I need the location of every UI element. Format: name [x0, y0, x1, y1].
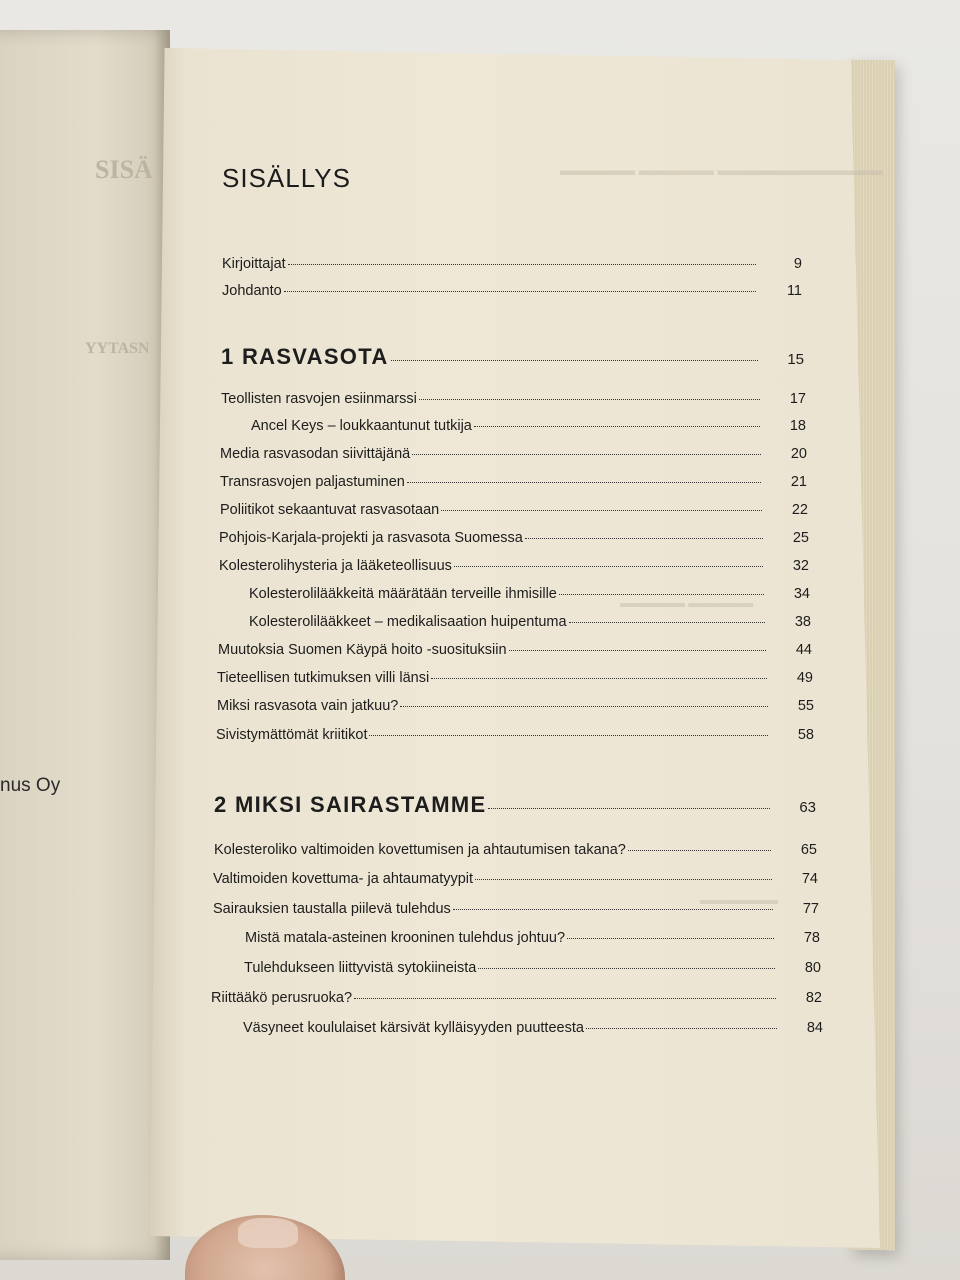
toc-page-number: 84 [806, 1020, 823, 1036]
toc-entry [221, 391, 806, 407]
toc-page-number: 55 [797, 698, 814, 714]
toc-entry-label: Sivistymättömät kriitikot [216, 727, 368, 743]
toc-entry [213, 871, 818, 887]
toc-page-number: 17 [789, 391, 806, 407]
toc-page-number: 25 [792, 530, 809, 546]
toc-entry-label: Poliitikot sekaantuvat rasvasotaan [220, 502, 440, 518]
toc-subentry [251, 418, 806, 434]
toc-entry [217, 670, 813, 686]
toc-entry [219, 558, 809, 574]
toc-entry-label: Valtimoiden kovettuma- ja ahtaumatyypit [213, 871, 474, 887]
leader-dots [478, 968, 775, 969]
toc-entry-label: Tulehdukseen liittyvistä sytokiineista [244, 960, 477, 976]
toc-page-number: 82 [805, 990, 822, 1006]
leader-dots [288, 264, 756, 265]
toc-entry [220, 446, 807, 462]
page-title: SISÄLLYS [222, 163, 351, 193]
toc-subentry [249, 614, 811, 630]
toc-entry-label: Ancel Keys – loukkaantunut tutkija [251, 418, 472, 434]
toc-entry [222, 283, 802, 299]
toc-page-number: 58 [797, 727, 814, 743]
leader-dots [412, 454, 761, 455]
toc-page-number: 78 [803, 930, 820, 946]
leader-dots [569, 622, 765, 623]
toc-subentry [249, 586, 810, 602]
toc-subentry [243, 1020, 823, 1036]
leader-dots [474, 426, 760, 427]
show-through-heading: ▬▬▬▬▬ ▬▬▬▬▬ ▬▬▬▬▬▬▬▬▬▬▬ [560, 163, 883, 179]
thumbnail-nail [238, 1218, 298, 1248]
toc-entry [216, 727, 814, 743]
leader-dots [454, 566, 763, 567]
toc-entry-label: Teollisten rasvojen esiinmarssi [221, 391, 417, 407]
toc-page-number: 20 [790, 446, 807, 462]
toc-entry-label: Sairauksien taustalla piilevä tulehdus [213, 901, 451, 917]
chapter-title: 2 MIKSI SAIRASTAMME [214, 792, 487, 817]
toc-page-number: 32 [792, 558, 809, 574]
toc-page-number: 74 [801, 871, 818, 887]
toc-subentry [245, 930, 820, 946]
toc-entry [222, 256, 802, 272]
toc-entry-label: Tieteellisen tutkimuksen villi länsi [217, 670, 430, 686]
toc-page-number: 15 [787, 351, 804, 368]
toc-entry-label: Transrasvojen paljastuminen [220, 474, 405, 490]
left-page-bleed-title: SISÄ [95, 155, 153, 184]
toc-entry-label: Riittääkö perusruoka? [211, 990, 353, 1006]
toc-page-number: 22 [791, 502, 808, 518]
show-through-heading: ▬▬▬▬▬ ▬▬▬▬▬ [620, 595, 754, 610]
toc-entry-label: Kolesterolilääkkeitä määrätään terveille ihmisille [249, 586, 557, 602]
leader-dots [586, 1028, 777, 1029]
toc-entry [219, 530, 809, 546]
toc-entry [211, 990, 822, 1006]
toc-page-number: 65 [800, 842, 817, 858]
toc-entry [218, 642, 812, 658]
toc-entry [213, 901, 819, 917]
toc-entry-label: Miksi rasvasota vain jatkuu? [217, 698, 399, 714]
toc-entry-label: Väsyneet koululaiset kärsivät kylläisyyden puutteesta [243, 1020, 584, 1036]
toc-page-number: 49 [796, 670, 813, 686]
leader-dots [400, 706, 768, 707]
toc-page-number: 18 [789, 418, 806, 434]
toc-entry [220, 502, 808, 518]
toc-subentry [244, 960, 821, 976]
toc-page-number: 77 [802, 901, 819, 917]
toc-entry-label: Johdanto [222, 283, 282, 299]
leader-dots [628, 850, 771, 851]
leader-dots [354, 998, 776, 999]
leader-dots [407, 482, 761, 483]
toc-entry-label: Kolesterolihysteria ja lääketeollisuus [219, 558, 452, 574]
toc-page-number: 21 [790, 474, 807, 490]
leader-dots [559, 594, 764, 595]
toc-entry-label: Mistä matala-asteinen krooninen tulehdus johtuu? [245, 930, 566, 946]
toc-page-number: 11 [786, 283, 802, 299]
left-page-text-fragment: nus Oy [0, 775, 61, 796]
toc-entry-label: Pohjois-Karjala-projekti ja rasvasota Suomessa [219, 530, 523, 546]
toc-page-number: 38 [794, 614, 811, 630]
leader-dots [431, 678, 767, 679]
toc-entry-label: Kirjoittajat [222, 256, 286, 272]
chapter-heading [221, 344, 804, 370]
left-page-bleed-line: YYTASN [85, 340, 150, 357]
toc-entry [217, 698, 814, 714]
leader-dots [453, 909, 773, 910]
toc-page-number: 80 [804, 960, 821, 976]
toc-page-number: 34 [793, 586, 810, 602]
toc-entry-label: Muutoksia Suomen Käypä hoito -suosituksiin [218, 642, 507, 658]
toc-entry-label: Media rasvasodan siivittäjänä [220, 446, 411, 462]
leader-dots [509, 650, 766, 651]
toc-entry-label: Kolesterolilääkkeet – medikalisaation huipentuma [249, 614, 567, 630]
leader-dots [369, 735, 768, 736]
leader-dots [525, 538, 763, 539]
toc-page-number: 44 [795, 642, 812, 658]
toc-entry [220, 474, 807, 490]
chapter-title: 1 RASVASOTA [221, 344, 389, 369]
leader-dots [488, 808, 770, 809]
toc-entry [214, 842, 817, 858]
leader-dots [567, 938, 774, 939]
toc-page-number: 63 [799, 799, 816, 816]
chapter-heading [214, 792, 816, 818]
toc-entry-label: Kolesteroliko valtimoiden kovettumisen ja ahtautumisen takana? [214, 842, 626, 858]
leader-dots [441, 510, 762, 511]
leader-dots [475, 879, 772, 880]
show-through-heading: ▬▬▬▬▬▬ [700, 892, 778, 907]
toc-page-number: 9 [793, 256, 802, 272]
leader-dots [284, 291, 756, 292]
leader-dots [419, 399, 760, 400]
leader-dots [391, 360, 758, 361]
